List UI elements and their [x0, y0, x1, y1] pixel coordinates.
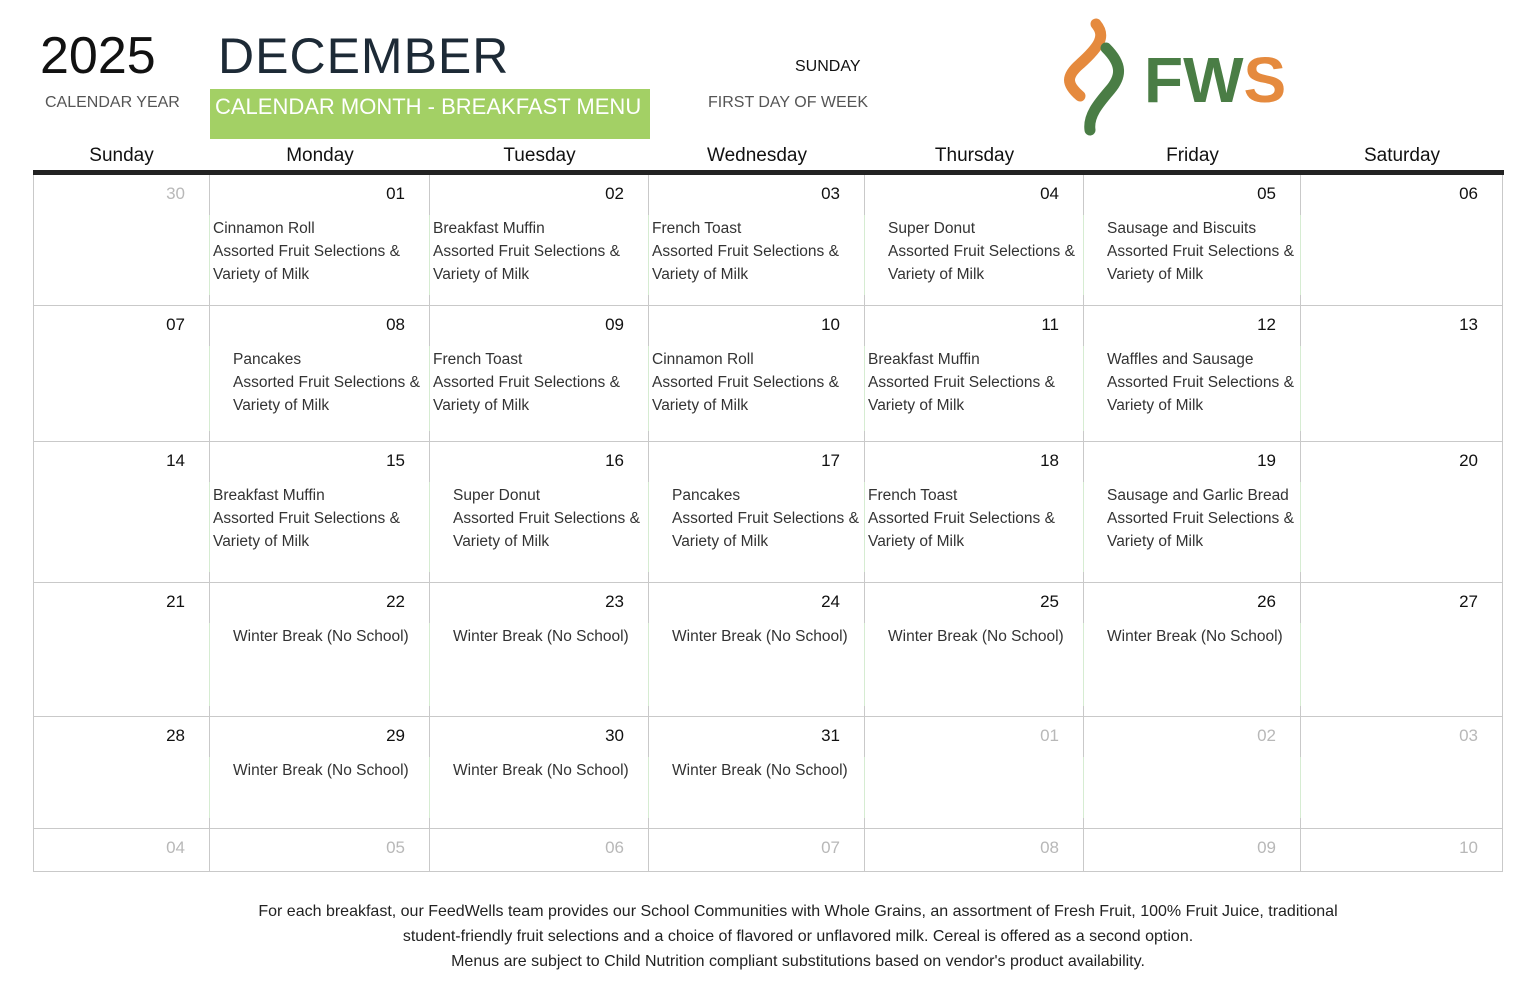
menu-line: Assorted Fruit Selections &	[453, 510, 640, 527]
day-number: 11	[1041, 315, 1059, 334]
menu-title-banner: CALENDAR MONTH - BREAKFAST MENU	[210, 89, 650, 139]
cell-accent-line	[429, 623, 431, 706]
day-number: 20	[1459, 451, 1478, 470]
cell-accent-line	[209, 623, 211, 706]
cell-accent-line	[648, 215, 650, 295]
day-number: 10	[821, 315, 840, 334]
menu-line: Winter Break (No School)	[888, 628, 1064, 645]
weekday-header-row	[33, 145, 1503, 171]
cell-accent-line	[429, 482, 431, 572]
menu-items	[213, 484, 400, 553]
cell-accent-line	[1083, 757, 1085, 818]
weekday-tuesday: Tuesday	[503, 145, 576, 166]
fws-logo	[1050, 18, 1300, 136]
menu-line: Winter Break (No School)	[453, 762, 629, 779]
day-cell	[649, 583, 865, 717]
day-cell	[649, 829, 865, 872]
day-number: 31	[821, 726, 840, 745]
menu-line: Winter Break (No School)	[453, 628, 629, 645]
menu-line: Assorted Fruit Selections &	[1107, 374, 1294, 391]
cell-accent-line	[864, 623, 866, 706]
day-number: 27	[1459, 592, 1478, 611]
first-day-label: FIRST DAY OF WEEK	[708, 94, 869, 111]
cell-accent-line	[1083, 346, 1085, 431]
cell-accent-line	[1083, 482, 1085, 572]
day-cell	[1301, 306, 1503, 442]
cell-accent-line	[209, 346, 211, 431]
menu-line: Assorted Fruit Selections &	[868, 374, 1055, 391]
day-number: 24	[821, 592, 840, 611]
cell-accent-line	[864, 482, 866, 572]
day-cell	[33, 829, 210, 872]
menu-items	[672, 759, 848, 782]
menu-line: Variety of Milk	[213, 266, 310, 283]
menu-items	[868, 348, 1055, 417]
day-number: 25	[1040, 592, 1059, 611]
cell-accent-line	[429, 346, 431, 431]
day-number: 08	[386, 315, 405, 334]
day-cell	[430, 829, 649, 872]
footer-line: For each breakfast, our FeedWells team provides our School Communities with Whole Grains, an assortment of Fresh Fruit, 100% Fruit Juice, traditional	[258, 903, 1338, 920]
day-number: 19	[1257, 451, 1276, 470]
day-number: 23	[605, 592, 624, 611]
day-cell	[865, 306, 1084, 442]
menu-line: Assorted Fruit Selections &	[868, 510, 1055, 527]
weekday-monday: Monday	[286, 145, 354, 166]
weekday-thursday: Thursday	[934, 145, 1015, 166]
day-number: 26	[1257, 592, 1276, 611]
menu-line: Assorted Fruit Selections &	[652, 243, 839, 260]
calendar-month: DECEMBER	[218, 28, 510, 84]
menu-line: Pancakes	[672, 487, 741, 504]
weekday-sunday: Sunday	[89, 145, 154, 166]
cell-accent-line	[864, 346, 866, 431]
day-cell	[649, 175, 865, 306]
day-number: 15	[386, 451, 405, 470]
day-cell	[210, 442, 430, 583]
cell-accent-line	[1300, 346, 1302, 431]
menu-line: Variety of Milk	[453, 533, 550, 550]
footer-line: student-friendly fruit selections and a choice of flavored or unflavored milk. Cereal is offered as a second option.	[402, 928, 1194, 945]
cell-accent-line	[648, 482, 650, 572]
day-cell	[430, 306, 649, 442]
cell-accent-line	[1083, 623, 1085, 706]
menu-line: Cinnamon Roll	[652, 351, 754, 368]
menu-line: Breakfast Muffin	[213, 487, 325, 504]
day-number: 06	[605, 838, 624, 857]
menu-line: Assorted Fruit Selections &	[652, 374, 839, 391]
day-cell	[33, 442, 210, 583]
menu-line: French Toast	[433, 351, 523, 368]
day-cell	[1084, 306, 1301, 442]
day-cell	[1301, 717, 1503, 829]
day-cell	[210, 583, 430, 717]
menu-line: Variety of Milk	[868, 533, 965, 550]
day-number: 09	[605, 315, 624, 334]
day-cell	[210, 306, 430, 442]
menu-line: Assorted Fruit Selections &	[433, 243, 620, 260]
menu-line: Assorted Fruit Selections &	[213, 243, 400, 260]
day-cell	[210, 175, 430, 306]
day-cell	[865, 829, 1084, 872]
menu-line: Pancakes	[233, 351, 302, 368]
cell-accent-line	[864, 757, 866, 818]
menu-items	[652, 217, 839, 286]
day-number: 02	[1257, 726, 1276, 745]
weekday-saturday: Saturday	[1363, 145, 1441, 166]
day-number: 07	[821, 838, 840, 857]
day-number: 05	[386, 838, 405, 857]
first-day-value: SUNDAY	[795, 58, 861, 75]
footer-line: Menus are subject to Child Nutrition compliant substitutions based on vendor's product availability.	[451, 953, 1145, 970]
menu-items	[672, 625, 848, 648]
menu-line: Sausage and Garlic Bread	[1107, 487, 1289, 504]
menu-line: Variety of Milk	[672, 533, 769, 550]
day-cell	[1301, 175, 1503, 306]
day-cell	[1084, 829, 1301, 872]
menu-items	[433, 348, 620, 417]
day-cell	[1301, 829, 1503, 872]
day-number: 03	[821, 184, 840, 203]
day-cell	[1084, 583, 1301, 717]
day-cell	[865, 583, 1084, 717]
cell-accent-line	[209, 215, 211, 295]
menu-items	[1107, 348, 1294, 417]
day-number: 21	[166, 592, 185, 611]
fws-logo-icon	[1050, 18, 1300, 136]
day-cell	[33, 717, 210, 829]
day-number: 18	[1040, 451, 1059, 470]
cell-accent-line	[648, 757, 650, 818]
menu-items	[1107, 625, 1283, 648]
menu-line: Assorted Fruit Selections &	[213, 510, 400, 527]
day-cell	[1084, 175, 1301, 306]
day-number: 29	[386, 726, 405, 745]
menu-line: Variety of Milk	[888, 266, 985, 283]
menu-line: Super Donut	[888, 220, 976, 237]
menu-line: Winter Break (No School)	[233, 762, 409, 779]
day-number: 28	[166, 726, 185, 745]
menu-line: Assorted Fruit Selections &	[1107, 243, 1294, 260]
day-cell	[865, 717, 1084, 829]
day-cell	[649, 717, 865, 829]
menu-items	[868, 484, 1055, 553]
calendar-year: 2025	[40, 27, 156, 85]
day-number: 16	[605, 451, 624, 470]
day-cell	[33, 175, 210, 306]
menu-line: French Toast	[868, 487, 958, 504]
menu-line: Assorted Fruit Selections &	[888, 243, 1075, 260]
menu-line: Variety of Milk	[233, 397, 330, 414]
day-cell	[1084, 717, 1301, 829]
day-cell	[33, 583, 210, 717]
day-cell	[649, 442, 865, 583]
svg-text:FWS: FWS	[1144, 44, 1287, 116]
day-cell	[430, 717, 649, 829]
menu-line: Sausage and Biscuits	[1107, 220, 1257, 237]
menu-items	[672, 484, 859, 553]
cell-accent-line	[429, 757, 431, 818]
day-cell	[1084, 442, 1301, 583]
menu-items	[213, 217, 400, 286]
menu-line: Breakfast Muffin	[868, 351, 980, 368]
menu-items	[652, 348, 839, 417]
menu-line: Variety of Milk	[1107, 533, 1204, 550]
day-number: 09	[1257, 838, 1276, 857]
day-number: 30	[166, 184, 185, 203]
cell-accent-line	[1083, 215, 1085, 295]
menu-items	[1107, 484, 1294, 553]
calendar-grid	[33, 175, 1503, 872]
cell-accent-line	[1300, 757, 1302, 818]
menu-line: Assorted Fruit Selections &	[1107, 510, 1294, 527]
day-cell	[865, 442, 1084, 583]
day-number: 13	[1459, 315, 1478, 334]
day-cell	[210, 717, 430, 829]
menu-line: Winter Break (No School)	[672, 628, 848, 645]
menu-line: Variety of Milk	[868, 397, 965, 414]
day-number: 01	[1040, 726, 1059, 745]
day-number: 02	[605, 184, 624, 203]
cell-accent-line	[864, 215, 866, 295]
menu-items	[1107, 217, 1294, 286]
menu-line: Super Donut	[453, 487, 541, 504]
menu-line: Winter Break (No School)	[1107, 628, 1283, 645]
cell-accent-line	[209, 757, 211, 818]
day-number: 03	[1459, 726, 1478, 745]
menu-line: Breakfast Muffin	[433, 220, 545, 237]
day-number: 22	[386, 592, 405, 611]
day-cell	[1301, 583, 1503, 717]
menu-line: Variety of Milk	[213, 533, 310, 550]
menu-line: Variety of Milk	[1107, 397, 1204, 414]
cell-accent-line	[648, 346, 650, 431]
menu-line: Winter Break (No School)	[672, 762, 848, 779]
menu-items	[433, 217, 620, 286]
day-cell	[1301, 442, 1503, 583]
day-number: 12	[1257, 315, 1276, 334]
day-number: 07	[166, 315, 185, 334]
menu-items	[233, 348, 420, 417]
day-cell	[430, 442, 649, 583]
menu-items	[888, 625, 1064, 648]
weekday-wednesday: Wednesday	[707, 145, 807, 166]
day-number: 01	[386, 184, 405, 203]
menu-items	[453, 759, 629, 782]
day-cell	[33, 306, 210, 442]
menu-line: Assorted Fruit Selections &	[433, 374, 620, 391]
cell-accent-line	[648, 623, 650, 706]
menu-line: Variety of Milk	[433, 266, 530, 283]
menu-items	[453, 625, 629, 648]
menu-line: Variety of Milk	[433, 397, 530, 414]
day-cell	[210, 829, 430, 872]
menu-line: Variety of Milk	[652, 266, 749, 283]
cell-accent-line	[429, 215, 431, 295]
cell-accent-line	[1300, 623, 1302, 706]
day-number: 05	[1257, 184, 1276, 203]
day-cell	[430, 583, 649, 717]
menu-line: Assorted Fruit Selections &	[233, 374, 420, 391]
menu-line: Cinnamon Roll	[213, 220, 315, 237]
menu-items	[233, 625, 409, 648]
day-number: 08	[1040, 838, 1059, 857]
menu-line: Assorted Fruit Selections &	[672, 510, 859, 527]
weekday-friday: Friday	[1166, 145, 1219, 166]
cell-accent-line	[1300, 482, 1302, 572]
menu-items	[888, 217, 1075, 286]
menu-line: French Toast	[652, 220, 742, 237]
day-number: 06	[1459, 184, 1478, 203]
day-cell	[865, 175, 1084, 306]
menu-line: Variety of Milk	[1107, 266, 1204, 283]
footer-note	[0, 899, 1540, 974]
day-number: 30	[605, 726, 624, 745]
menu-line: Waffles and Sausage	[1107, 351, 1254, 368]
day-number: 04	[166, 838, 185, 857]
day-number: 04	[1040, 184, 1059, 203]
day-number: 14	[166, 451, 185, 470]
cell-accent-line	[1300, 215, 1302, 295]
cell-accent-line	[209, 482, 211, 572]
day-cell	[430, 175, 649, 306]
menu-line: Winter Break (No School)	[233, 628, 409, 645]
day-number: 10	[1459, 838, 1478, 857]
menu-items	[233, 759, 409, 782]
day-cell	[649, 306, 865, 442]
day-number: 17	[821, 451, 840, 470]
menu-items	[453, 484, 640, 553]
calendar-year-label: CALENDAR YEAR	[45, 94, 180, 111]
menu-line: Variety of Milk	[652, 397, 749, 414]
